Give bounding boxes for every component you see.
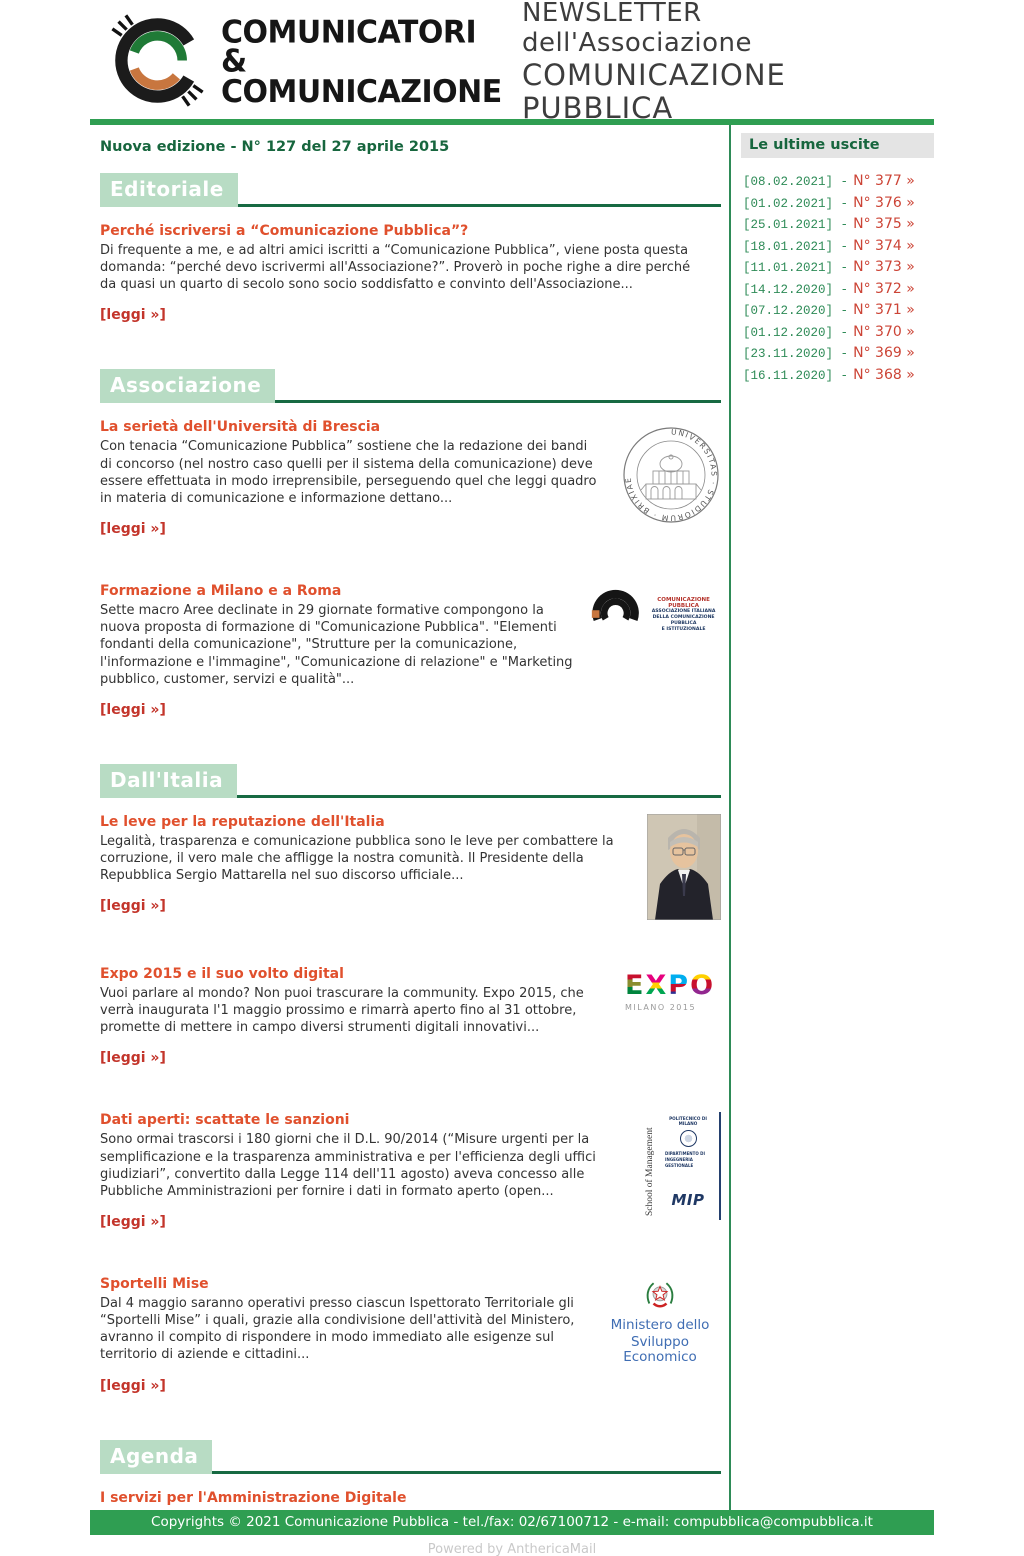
expo-letter-o: O [690, 969, 716, 1001]
event-title: I servizi per l'Amministrazione Digitale [100, 1489, 407, 1506]
page-header [90, 0, 934, 126]
cp-logo-line2: ASSOCIAZIONE ITALIANA [651, 609, 716, 615]
issue-link[interactable]: N° 368 » [853, 366, 915, 383]
article-title: Perché iscriversi a “Comunicazione Pubblica”? [100, 223, 469, 239]
sidebar-issue-item [743, 192, 934, 211]
issue-link[interactable]: N° 374 » [853, 237, 915, 254]
issue-date: [08.02.2021] - [743, 175, 849, 189]
article-body: Con tenacia “Comunicazione Pubblica” sostiene che la redazione dei bandi di concorso (nel nostro caso quelli per il sistema della comunicazione) deve essere effettuata in modo irreprensibile, perseguendo quel che leggi quadro in materia di comunicazione e informazione dettano... [100, 439, 597, 506]
read-more-link[interactable]: [leggi »] [100, 898, 166, 915]
article-title: La serietà dell'Università di Brescia [100, 419, 381, 436]
article-sportelli-mise [100, 1276, 721, 1394]
article-title: Le leve per la reputazione dell'Italia [100, 813, 385, 830]
issue-link[interactable]: N° 371 » [853, 302, 915, 318]
mip-dept-text: DIPARTIMENTO DI INGEGNERIA GESTIONALE [665, 1151, 705, 1169]
issue-link[interactable]: N° 373 » [853, 259, 915, 275]
main-column [90, 125, 731, 1510]
article-expo-digital [100, 966, 721, 1066]
copyright-bar: Copyrights © 2021 Comunicazione Pubblica - tel./fax: 02/67100712 - e-mail: compubblica@compubblica.it [90, 1510, 934, 1535]
article-body: Sono ormai trascorsi i 180 giorni che il D.L. 90/2014 (“Misure urgenti per la semplificazione e la trasparenza amministrativa e per l'efficienza degli uffici giudiziari”, convertito dalla Legge 114 dell'11 agosto) aveva concesso alle Pubbliche Amministrazioni per fornire i dati in formato aperto (open... [100, 1132, 596, 1199]
issue-link[interactable]: N° 372 » [853, 280, 915, 297]
read-more-link[interactable]: [leggi »] [100, 701, 166, 718]
article-leve-reputazione [100, 814, 721, 920]
mip-logo-image [637, 1112, 721, 1230]
article-dati-aperti [100, 1112, 721, 1230]
section-label-agenda: Agenda [100, 1440, 212, 1474]
issue-link[interactable]: N° 369 » [853, 345, 915, 361]
section-divider [237, 795, 721, 798]
expo-letter-x: X [645, 969, 669, 1001]
mip-politecnico-text: POLITECNICO DI MILANO [669, 1116, 707, 1127]
cp-logo-line3: DELLA COMUNICAZIONE PUBBLICA [652, 615, 715, 627]
issue-date: [18.01.2021] - [743, 239, 849, 254]
section-divider [212, 1471, 721, 1474]
brand-block [110, 13, 522, 112]
issue-date: [11.01.2021] - [743, 261, 849, 275]
article-formazione-milano-roma [100, 583, 721, 718]
sidebar-issue-item [743, 299, 934, 318]
article-body: Vuoi parlare al mondo? Non puoi trascurare la community. Expo 2015, che verrà inaugurata l'1 maggio prossimo e rimarrà aperto fino al 31 ottobre, promette di mettere in campo diversi strumenti digitali innovativi... [100, 985, 584, 1036]
article-title: Dati aperti: scattate le sanzioni [100, 1112, 350, 1129]
sidebar-issue-item [743, 278, 934, 297]
newsletter-title-line1: NEWSLETTER dell'Associazione [521, 0, 753, 59]
italy-emblem-icon [644, 1297, 676, 1316]
issue-date: [16.11.2020] - [743, 368, 849, 383]
issue-date: [25.01.2021] - [743, 218, 849, 232]
section-label-editoriale: Editoriale [100, 173, 238, 207]
article-universita-brescia [100, 419, 721, 537]
brand-line2: & COMUNICAZIONE [221, 43, 502, 111]
brand-line1: COMUNICATORI [221, 14, 477, 52]
sidebar-issue-item [743, 364, 934, 383]
sidebar-title: Le ultime uscite [741, 133, 934, 158]
mip-seal-icon [680, 1130, 697, 1147]
section-dallitalia [100, 764, 721, 1394]
mise-label-line1: Ministero dello [610, 1316, 710, 1333]
event-dove [100, 1509, 721, 1510]
comunicazione-pubblica-logo-image [589, 583, 721, 718]
read-more-link[interactable]: [leggi »] [100, 307, 166, 324]
sidebar-latest-issues [731, 125, 934, 1510]
unibs-seal-image [617, 419, 721, 537]
issue-date: [01.12.2020] - [743, 325, 849, 340]
mattarella-photo-image [641, 814, 721, 920]
issue-date: [23.11.2020] - [743, 347, 849, 361]
sidebar-issue-item [743, 321, 934, 340]
issue-link[interactable]: N° 377 » [853, 173, 915, 189]
cp-logo-line1: COMUNICAZIONE PUBBLICA [657, 597, 710, 610]
issue-link[interactable]: N° 375 » [853, 216, 915, 232]
sidebar-issue-item [743, 256, 934, 275]
read-more-link[interactable]: [leggi »] [100, 1377, 166, 1394]
section-associazione [100, 369, 721, 717]
read-more-link[interactable]: [leggi »] [100, 521, 166, 538]
section-label-associazione: Associazione [100, 369, 275, 403]
mise-logo-image [599, 1276, 721, 1394]
article-body: Di frequente a me, e ad altri amici iscritti a “Comunicazione Pubblica”, viene posta questa domanda: “perché devo iscrivermi all'Associazione?”. Proverò in poche righe a dire perché da quasi un quarto di secolo sono socio soddisfatto e convinto dell'Associazione... [100, 243, 691, 293]
issue-date: [01.02.2021] - [743, 196, 849, 211]
edition-title: Nuova edizione - N° 127 del 27 aprile 2015 [100, 139, 450, 155]
section-label-dallitalia: Dall'Italia [100, 764, 237, 798]
sidebar-issue-item [743, 170, 934, 189]
comunicatori-logo-icon [110, 13, 205, 112]
article-title: Sportelli Mise [100, 1275, 209, 1292]
event-amministrazione-digitale [100, 1490, 721, 1510]
section-editoriale [100, 173, 721, 323]
newsletter-title [522, 0, 934, 126]
unibs-ring-text: UNIVERSITAS · STUDIORUM · BRIXIAE [623, 427, 719, 524]
expo-letter-p: P [668, 969, 691, 1001]
article-perche-iscriversi [100, 223, 721, 323]
sidebar-issue-item [743, 342, 934, 361]
section-agenda [100, 1440, 721, 1510]
page-footer [90, 1510, 934, 1556]
expo-logo-image [625, 966, 721, 1066]
article-body: Sette macro Aree declinate in 29 giornate formative compongono la nuova proposta di formazione di "Comunicazione Pubblica". "Elementi fondanti della comunicazione", "Strutture per la comunicazione, l'informazione e l'immagine", "Comunicazione di relazione" e "Marketing pubblico, customer, servizi e qualità"... [100, 603, 573, 687]
mise-label-line2: Sviluppo Economico [623, 1334, 697, 1366]
sidebar-issue-item [743, 213, 934, 232]
issue-date: [07.12.2020] - [743, 304, 849, 318]
expo-letter-e: E [625, 969, 646, 1001]
section-divider [238, 204, 721, 207]
expo-milano-label: MILANO 2015 [625, 1002, 697, 1012]
issue-link[interactable]: N° 376 » [853, 194, 915, 211]
mip-name-text: MIP [671, 1191, 705, 1210]
cp-logo-line4: E ISTITUZIONALE [661, 627, 706, 633]
brand-wordmark [221, 14, 522, 111]
article-title: Expo 2015 e il suo volto digital [100, 965, 344, 982]
powered-by: Powered by AnthericaMail [427, 1542, 597, 1556]
issue-date: [14.12.2020] - [743, 282, 849, 297]
mip-vertical-text: School of Management [645, 1127, 655, 1217]
read-more-link[interactable]: [leggi »] [100, 1213, 166, 1230]
article-body: Legalità, trasparenza e comunicazione pubblica sono le leve per combattere la corruzione, il vero male che affligge la nostra comunità. Il Presidente della Repubblica Sergio Mattarella nel suo discorso ufficiale... [100, 833, 614, 884]
newsletter-title-line2: COMUNICAZIONE PUBBLICA [521, 58, 786, 126]
issue-link[interactable]: N° 370 » [853, 323, 915, 340]
sidebar-issue-item [743, 235, 934, 254]
read-more-link[interactable]: [leggi »] [100, 1050, 166, 1067]
article-title: Formazione a Milano e a Roma [100, 583, 342, 600]
section-divider [275, 400, 721, 403]
article-body: Dal 4 maggio saranno operativi presso ciascun Ispettorato Territoriale gli “Sportelli Mise” i quali, grazie alla condivisione dell'attività del Ministero, avranno il compito di rispondere in modo immediato alle esigenze sul territorio di aziende e cittadini... [100, 1295, 575, 1363]
